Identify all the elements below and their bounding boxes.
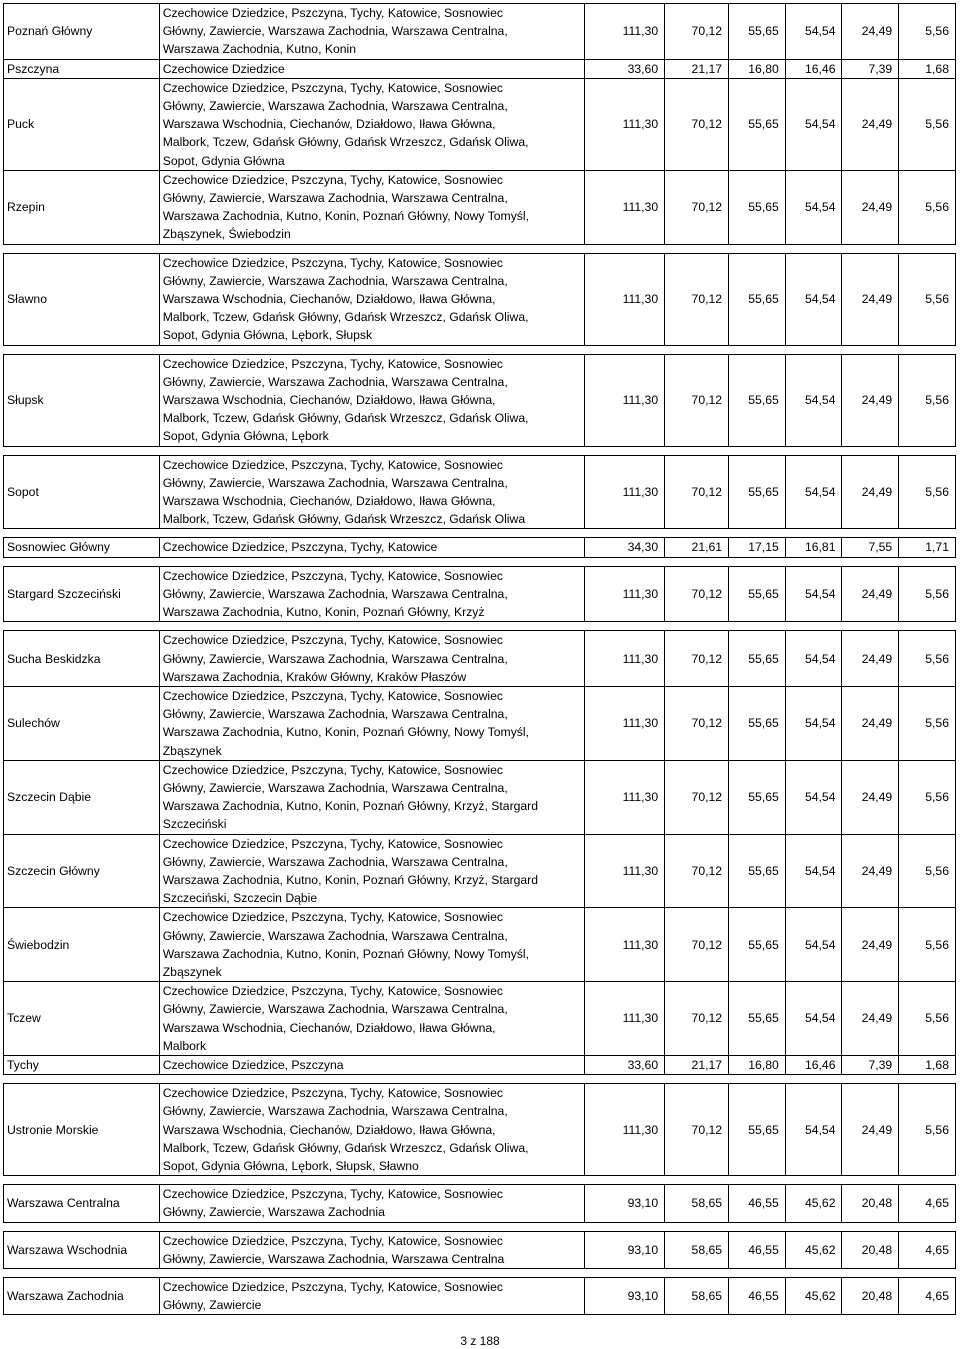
fare-value: 7,55 bbox=[842, 538, 899, 557]
fare-value: 70,12 bbox=[665, 631, 729, 687]
fare-value: 16,46 bbox=[785, 59, 842, 78]
fare-value: 70,12 bbox=[665, 760, 729, 834]
fare-value: 5,56 bbox=[899, 834, 956, 908]
page-number: 3 z 188 bbox=[460, 1334, 500, 1348]
fare-value: 70,12 bbox=[665, 455, 729, 529]
fare-value: 5,56 bbox=[899, 566, 956, 622]
table-row bbox=[4, 1055, 956, 1074]
separator-cell bbox=[4, 1222, 956, 1231]
fare-value: 5,56 bbox=[899, 4, 956, 60]
fare-value: 111,30 bbox=[584, 834, 664, 908]
fare-value: 24,49 bbox=[842, 834, 899, 908]
fare-value: 70,12 bbox=[665, 982, 729, 1056]
table-row bbox=[4, 686, 956, 760]
station-name: Sopot bbox=[4, 455, 160, 529]
station-name: Pszczyna bbox=[4, 59, 160, 78]
route-description: Czechowice Dziedzice, Pszczyna, Tychy, Katowice, Sosnowiec Główny, Zawiercie, Warszawa Zachodnia, Warszawa Centralna, Warszawa Wschodnia, Ciechanów, Działdowo, Iława Główna, Malbork, Tczew, Gdańsk Główny, Gdańsk Wrzeszcz, Gdańsk Oliwa, Sopot, Gdynia Główna, Lębork, Słupsk bbox=[159, 253, 584, 345]
fare-value: 70,12 bbox=[665, 1084, 729, 1176]
table-row bbox=[4, 834, 956, 908]
table-row bbox=[4, 982, 956, 1056]
table-row bbox=[4, 908, 956, 982]
fare-value: 70,12 bbox=[665, 170, 729, 244]
row-separator bbox=[4, 446, 956, 455]
station-name: Ustronie Morskie bbox=[4, 1084, 160, 1176]
fare-value: 5,56 bbox=[899, 686, 956, 760]
separator-cell bbox=[4, 622, 956, 631]
station-name: Puck bbox=[4, 78, 160, 170]
fare-value: 111,30 bbox=[584, 455, 664, 529]
fare-value: 54,54 bbox=[785, 908, 842, 982]
fare-value: 24,49 bbox=[842, 78, 899, 170]
fare-value: 54,54 bbox=[785, 78, 842, 170]
row-separator bbox=[4, 1222, 956, 1231]
fare-value: 16,46 bbox=[785, 1055, 842, 1074]
row-separator bbox=[4, 345, 956, 354]
fare-value: 16,80 bbox=[729, 1055, 786, 1074]
fare-value: 58,65 bbox=[665, 1185, 729, 1222]
station-name: Warszawa Centralna bbox=[4, 1185, 160, 1222]
fare-value: 5,56 bbox=[899, 170, 956, 244]
fare-value: 17,15 bbox=[729, 538, 786, 557]
fare-value: 55,65 bbox=[729, 354, 786, 446]
fare-value: 24,49 bbox=[842, 253, 899, 345]
table-row bbox=[4, 1278, 956, 1315]
station-name: Tczew bbox=[4, 982, 160, 1056]
fare-value: 4,65 bbox=[899, 1278, 956, 1315]
fare-value: 55,65 bbox=[729, 170, 786, 244]
fare-value: 111,30 bbox=[584, 566, 664, 622]
fare-value: 24,49 bbox=[842, 686, 899, 760]
route-description: Czechowice Dziedzice, Pszczyna, Tychy, Katowice, Sosnowiec Główny, Zawiercie, Warszawa Zachodnia, Warszawa Centralna, Warszawa Wschodnia, Ciechanów, Działdowo, Iława Główna, Malbork, Tczew, Gdańsk Główny, Gdańsk Wrzeszcz, Gdańsk Oliwa bbox=[159, 455, 584, 529]
fare-value: 24,49 bbox=[842, 982, 899, 1056]
fare-value: 55,65 bbox=[729, 686, 786, 760]
fare-value: 54,54 bbox=[785, 566, 842, 622]
fare-value: 1,68 bbox=[899, 59, 956, 78]
table-row bbox=[4, 538, 956, 557]
fare-value: 54,54 bbox=[785, 455, 842, 529]
fare-value: 111,30 bbox=[584, 354, 664, 446]
fare-value: 93,10 bbox=[584, 1185, 664, 1222]
fare-value: 24,49 bbox=[842, 170, 899, 244]
fare-value: 93,10 bbox=[584, 1231, 664, 1268]
fare-value: 111,30 bbox=[584, 1084, 664, 1176]
fare-value: 4,65 bbox=[899, 1231, 956, 1268]
fare-value: 7,39 bbox=[842, 1055, 899, 1074]
fare-value: 45,62 bbox=[785, 1185, 842, 1222]
station-name: Szczecin Dąbie bbox=[4, 760, 160, 834]
fare-value: 93,10 bbox=[584, 1278, 664, 1315]
station-name: Sosnowiec Główny bbox=[4, 538, 160, 557]
route-description: Czechowice Dziedzice, Pszczyna bbox=[159, 1055, 584, 1074]
fare-value: 7,39 bbox=[842, 59, 899, 78]
table-row bbox=[4, 760, 956, 834]
fare-value: 24,49 bbox=[842, 1084, 899, 1176]
fare-value: 24,49 bbox=[842, 908, 899, 982]
separator-cell bbox=[4, 557, 956, 566]
fare-value: 54,54 bbox=[785, 631, 842, 687]
route-description: Czechowice Dziedzice, Pszczyna, Tychy, Katowice, Sosnowiec Główny, Zawiercie, Warszawa Zachodnia, Warszawa Centralna bbox=[159, 1231, 584, 1268]
route-description: Czechowice Dziedzice, Pszczyna, Tychy, Katowice bbox=[159, 538, 584, 557]
route-description: Czechowice Dziedzice, Pszczyna, Tychy, Katowice, Sosnowiec Główny, Zawiercie, Warszawa Zachodnia, Warszawa Centralna, Warszawa Zachodnia, Kutno, Konin, Poznań Główny, Krzyż bbox=[159, 566, 584, 622]
station-name: Sławno bbox=[4, 253, 160, 345]
fare-value: 54,54 bbox=[785, 4, 842, 60]
fare-value: 16,80 bbox=[729, 59, 786, 78]
fare-value: 70,12 bbox=[665, 566, 729, 622]
fare-value: 54,54 bbox=[785, 170, 842, 244]
fare-value: 21,61 bbox=[665, 538, 729, 557]
fare-value: 55,65 bbox=[729, 982, 786, 1056]
fare-value: 54,54 bbox=[785, 686, 842, 760]
fare-value: 24,49 bbox=[842, 4, 899, 60]
fare-value: 46,55 bbox=[729, 1278, 786, 1315]
fare-value: 111,30 bbox=[584, 686, 664, 760]
table-row bbox=[4, 566, 956, 622]
fare-value: 54,54 bbox=[785, 760, 842, 834]
fare-value: 5,56 bbox=[899, 631, 956, 687]
fare-value: 24,49 bbox=[842, 566, 899, 622]
fare-value: 70,12 bbox=[665, 354, 729, 446]
row-separator bbox=[4, 1269, 956, 1278]
fare-value: 55,65 bbox=[729, 631, 786, 687]
fare-value: 5,56 bbox=[899, 354, 956, 446]
station-name: Tychy bbox=[4, 1055, 160, 1074]
fare-value: 70,12 bbox=[665, 686, 729, 760]
table-row bbox=[4, 631, 956, 687]
route-description: Czechowice Dziedzice, Pszczyna, Tychy, Katowice, Sosnowiec Główny, Zawiercie, Warszawa Zachodnia, Warszawa Centralna, Warszawa Zachodnia, Kutno, Konin, Poznań Główny, Nowy Tomyśl, Zbąszynek, Świebodzin bbox=[159, 170, 584, 244]
row-separator bbox=[4, 1075, 956, 1084]
station-name: Stargard Szczeciński bbox=[4, 566, 160, 622]
fare-value: 5,56 bbox=[899, 982, 956, 1056]
fare-value: 46,55 bbox=[729, 1231, 786, 1268]
fare-value: 24,49 bbox=[842, 760, 899, 834]
route-description: Czechowice Dziedzice, Pszczyna, Tychy, Katowice, Sosnowiec Główny, Zawiercie, Warszawa Zachodnia, Warszawa Centralna, Warszawa Wschodnia, Ciechanów, Działdowo, Iława Główna, Malbork, Tczew, Gdańsk Główny, Gdańsk Wrzeszcz, Gdańsk Oliwa, Sopot, Gdynia Główna, Lębork bbox=[159, 354, 584, 446]
route-description: Czechowice Dziedzice, Pszczyna, Tychy, Katowice, Sosnowiec Główny, Zawiercie, Warszawa Zachodnia, Warszawa Centralna, Warszawa Zachodnia, Kutno, Konin, Poznań Główny, Krzyż, Stargard Szczeciński bbox=[159, 760, 584, 834]
fare-value: 46,55 bbox=[729, 1185, 786, 1222]
fare-value: 55,65 bbox=[729, 566, 786, 622]
separator-cell bbox=[4, 446, 956, 455]
station-name: Poznań Główny bbox=[4, 4, 160, 60]
station-name: Sucha Beskidzka bbox=[4, 631, 160, 687]
route-description: Czechowice Dziedzice, Pszczyna, Tychy, Katowice, Sosnowiec Główny, Zawiercie bbox=[159, 1278, 584, 1315]
table-row bbox=[4, 1185, 956, 1222]
fare-value: 33,60 bbox=[584, 59, 664, 78]
fare-value: 55,65 bbox=[729, 78, 786, 170]
table-row bbox=[4, 1084, 956, 1176]
fare-table-container bbox=[3, 3, 956, 1315]
fare-table-body bbox=[4, 4, 956, 1315]
route-description: Czechowice Dziedzice, Pszczyna, Tychy, Katowice, Sosnowiec Główny, Zawiercie, Warszawa Zachodnia bbox=[159, 1185, 584, 1222]
fare-value: 55,65 bbox=[729, 455, 786, 529]
station-name: Słupsk bbox=[4, 354, 160, 446]
table-row bbox=[4, 170, 956, 244]
fare-value: 54,54 bbox=[785, 1084, 842, 1176]
fare-value: 58,65 bbox=[665, 1278, 729, 1315]
fare-value: 70,12 bbox=[665, 253, 729, 345]
fare-value: 24,49 bbox=[842, 631, 899, 687]
station-name: Warszawa Zachodnia bbox=[4, 1278, 160, 1315]
fare-value: 5,56 bbox=[899, 908, 956, 982]
fare-value: 21,17 bbox=[665, 1055, 729, 1074]
separator-cell bbox=[4, 345, 956, 354]
table-row bbox=[4, 253, 956, 345]
table-row bbox=[4, 354, 956, 446]
route-description: Czechowice Dziedzice, Pszczyna, Tychy, Katowice, Sosnowiec Główny, Zawiercie, Warszawa Zachodnia, Warszawa Centralna, Warszawa Zachodnia, Kraków Główny, Kraków Płaszów bbox=[159, 631, 584, 687]
separator-cell bbox=[4, 529, 956, 538]
station-name: Świebodzin bbox=[4, 908, 160, 982]
fare-table bbox=[3, 3, 956, 1315]
fare-value: 55,65 bbox=[729, 4, 786, 60]
fare-value: 5,56 bbox=[899, 78, 956, 170]
fare-value: 54,54 bbox=[785, 982, 842, 1056]
table-row bbox=[4, 78, 956, 170]
fare-value: 111,30 bbox=[584, 78, 664, 170]
fare-value: 1,71 bbox=[899, 538, 956, 557]
fare-value: 70,12 bbox=[665, 4, 729, 60]
fare-value: 111,30 bbox=[584, 982, 664, 1056]
route-description: Czechowice Dziedzice, Pszczyna, Tychy, Katowice, Sosnowiec Główny, Zawiercie, Warszawa Zachodnia, Warszawa Centralna, Warszawa Zachodnia, Kutno, Konin, Poznań Główny, Nowy Tomyśl, Zbąszynek bbox=[159, 686, 584, 760]
separator-cell bbox=[4, 1269, 956, 1278]
station-name: Warszawa Wschodnia bbox=[4, 1231, 160, 1268]
fare-value: 54,54 bbox=[785, 354, 842, 446]
route-description: Czechowice Dziedzice, Pszczyna, Tychy, Katowice, Sosnowiec Główny, Zawiercie, Warszawa Zachodnia, Warszawa Centralna, Warszawa Zachodnia, Kutno, Konin, Poznań Główny, Krzyż, Stargard Szczeciński, Szczecin Dąbie bbox=[159, 834, 584, 908]
fare-value: 55,65 bbox=[729, 760, 786, 834]
table-row bbox=[4, 455, 956, 529]
station-name: Sulechów bbox=[4, 686, 160, 760]
station-name: Szczecin Główny bbox=[4, 834, 160, 908]
fare-value: 70,12 bbox=[665, 78, 729, 170]
fare-value: 5,56 bbox=[899, 1084, 956, 1176]
fare-value: 45,62 bbox=[785, 1278, 842, 1315]
separator-cell bbox=[4, 1176, 956, 1185]
fare-value: 55,65 bbox=[729, 253, 786, 345]
fare-value: 5,56 bbox=[899, 760, 956, 834]
route-description: Czechowice Dziedzice, Pszczyna, Tychy, Katowice, Sosnowiec Główny, Zawiercie, Warszawa Zachodnia, Warszawa Centralna, Warszawa Wschodnia, Ciechanów, Działdowo, Iława Główna, Malbork, Tczew, Gdańsk Główny, Gdańsk Wrzeszcz, Gdańsk Oliwa, Sopot, Gdynia Główna, Lębork, Słupsk, Sławno bbox=[159, 1084, 584, 1176]
route-description: Czechowice Dziedzice, Pszczyna, Tychy, Katowice, Sosnowiec Główny, Zawiercie, Warszawa Zachodnia, Warszawa Centralna, Warszawa Zachodnia, Kutno, Konin, Poznań Główny, Nowy Tomyśl, Zbąszynek bbox=[159, 908, 584, 982]
row-separator bbox=[4, 529, 956, 538]
route-description: Czechowice Dziedzice, Pszczyna, Tychy, Katowice, Sosnowiec Główny, Zawiercie, Warszawa Zachodnia, Warszawa Centralna, Warszawa Wschodnia, Ciechanów, Działdowo, Iława Główna, Malbork bbox=[159, 982, 584, 1056]
row-separator bbox=[4, 244, 956, 253]
fare-value: 5,56 bbox=[899, 253, 956, 345]
fare-value: 5,56 bbox=[899, 455, 956, 529]
fare-value: 55,65 bbox=[729, 1084, 786, 1176]
fare-value: 111,30 bbox=[584, 908, 664, 982]
fare-value: 21,17 bbox=[665, 59, 729, 78]
fare-value: 4,65 bbox=[899, 1185, 956, 1222]
fare-value: 34,30 bbox=[584, 538, 664, 557]
fare-value: 24,49 bbox=[842, 455, 899, 529]
route-description: Czechowice Dziedzice, Pszczyna, Tychy, Katowice, Sosnowiec Główny, Zawiercie, Warszawa Zachodnia, Warszawa Centralna, Warszawa Zachodnia, Kutno, Konin bbox=[159, 4, 584, 60]
fare-value: 1,68 bbox=[899, 1055, 956, 1074]
fare-value: 20,48 bbox=[842, 1231, 899, 1268]
fare-value: 70,12 bbox=[665, 908, 729, 982]
fare-value: 54,54 bbox=[785, 253, 842, 345]
fare-value: 111,30 bbox=[584, 631, 664, 687]
row-separator bbox=[4, 557, 956, 566]
fare-value: 111,30 bbox=[584, 170, 664, 244]
fare-value: 45,62 bbox=[785, 1231, 842, 1268]
separator-cell bbox=[4, 244, 956, 253]
table-row bbox=[4, 1231, 956, 1268]
fare-value: 16,81 bbox=[785, 538, 842, 557]
fare-value: 70,12 bbox=[665, 834, 729, 908]
table-row bbox=[4, 4, 956, 60]
fare-value: 55,65 bbox=[729, 834, 786, 908]
fare-value: 58,65 bbox=[665, 1231, 729, 1268]
table-row bbox=[4, 59, 956, 78]
fare-value: 54,54 bbox=[785, 834, 842, 908]
fare-value: 111,30 bbox=[584, 4, 664, 60]
separator-cell bbox=[4, 1075, 956, 1084]
fare-value: 55,65 bbox=[729, 908, 786, 982]
fare-value: 24,49 bbox=[842, 354, 899, 446]
fare-value: 33,60 bbox=[584, 1055, 664, 1074]
fare-value: 20,48 bbox=[842, 1278, 899, 1315]
row-separator bbox=[4, 1176, 956, 1185]
route-description: Czechowice Dziedzice, Pszczyna, Tychy, Katowice, Sosnowiec Główny, Zawiercie, Warszawa Zachodnia, Warszawa Centralna, Warszawa Wschodnia, Ciechanów, Działdowo, Iława Główna, Malbork, Tczew, Gdańsk Główny, Gdańsk Wrzeszcz, Gdańsk Oliwa, Sopot, Gdynia Główna bbox=[159, 78, 584, 170]
fare-value: 20,48 bbox=[842, 1185, 899, 1222]
route-description: Czechowice Dziedzice bbox=[159, 59, 584, 78]
fare-value: 111,30 bbox=[584, 253, 664, 345]
station-name: Rzepin bbox=[4, 170, 160, 244]
row-separator bbox=[4, 622, 956, 631]
fare-value: 111,30 bbox=[584, 760, 664, 834]
